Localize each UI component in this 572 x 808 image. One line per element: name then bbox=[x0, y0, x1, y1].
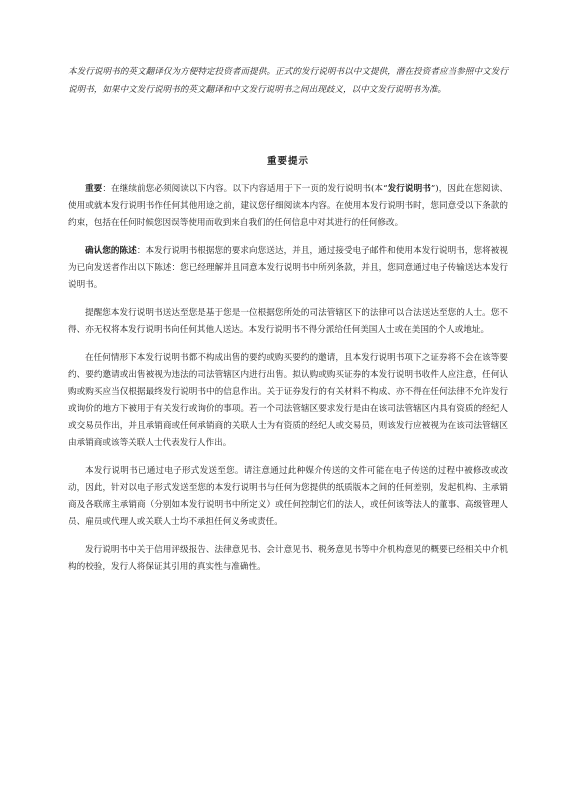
paragraph-electronic-delivery: 本发行说明书已通过电子形式发送至您。请注意通过此种媒介传送的文件可能在电子传送的过程中被修改或改动，因此，针对以电子形式发送至您的本发行说明书与任何为您提供的纸质版本之间的任何差别，发起机构、主承销商及各联席主承销商（分别如本发行说明书中所定义）或任何控制它们的法人，或任何该等法人的董事、高级管理人员、雇员或代理人或关联人士均不承担任何义务或责任。 bbox=[68, 466, 508, 527]
document-page bbox=[68, 64, 508, 587]
paragraph-important bbox=[68, 181, 508, 232]
paragraph-important-text-a: ：在继续前您必须阅读以下内容。以下内容适用于下一页的发行说明书(本“ bbox=[102, 184, 388, 194]
paragraph-important-term: 发行说明书 bbox=[387, 184, 431, 194]
translation-disclaimer: 本发行说明书的英文翻译仅为方便特定投资者而提供。正式的发行说明书以中文提供，潜在投资者应当参照中文发行说明书，如果中文发行说明书的英文翻译和中文发行说明书之间出现歧义，以中文发行说明书为准。 bbox=[68, 67, 508, 95]
paragraph-representation bbox=[68, 243, 508, 294]
paragraph-no-offer: 在任何情形下本发行说明书都不构成出售的要约或购买要约的邀请，且本发行说明书项下之证券将不会在该等要约、要约邀请或出售被视为违法的司法管辖区内进行出售。拟认购或购买证券的本发行说明书收件人应注意，任何认购或购买应当仅根据最终发行说明书中的信息作出。关于证券发行的有关材料不构成、亦不得在任何法律不允许发行或询价的地方下被用于有关发行或询价的事项。若一个司法管辖区要求发行是由在该司法管辖区内具有资质的经纪人或交易员作出，并且承销商或任何承销商的关联人士为有资质的经纪人或交易员，则该发行应被视为在该司法管辖区由承销商或该等关联人士代表发行人作出。 bbox=[68, 353, 508, 448]
paragraph-intermediary-opinions: 发行说明书中关于信用评级报告、法律意见书、会计意见书、税务意见书等中介机构意见的概要已经相关中介机构的校验，发行人将保证其引用的真实性与准确性。 bbox=[68, 545, 508, 572]
paragraph-representation-text: ：本发行说明书根据您的要求向您送达，并且，通过接受电子邮件和使用本发行说明书，您将被视为已向发送者作出以下陈述：您已经理解并且同意本发行说明书中所列条款，并且，您同意通过电子传输送达本发行说明书。 bbox=[68, 246, 508, 290]
paragraph-delivery-reminder: 提醒您本发行说明书送达至您是基于您是一位根据您所处的司法管辖区下的法律可以合法送达至您的人士。您不得、亦无权将本发行说明书向任何其他人送达。本发行说明书不得分派给任何美国人士或在美国的个人或地址。 bbox=[68, 308, 508, 335]
paragraph-important-lead: 重要 bbox=[85, 184, 103, 194]
paragraph-important-text-b: ”)，因此在您阅读、使用或就本发行说明书作任何其他用途之前，建议您仔细阅读本内容。在使用本发行说明书时，您同意受以下条款的约束，包括在任何时候您因误等使用而收到来自我们的任何信息中对其进行的任何修改。 bbox=[68, 184, 508, 228]
paragraph-representation-lead: 确认您的陈述 bbox=[85, 246, 137, 256]
page-title: 重要提示 bbox=[266, 156, 309, 167]
